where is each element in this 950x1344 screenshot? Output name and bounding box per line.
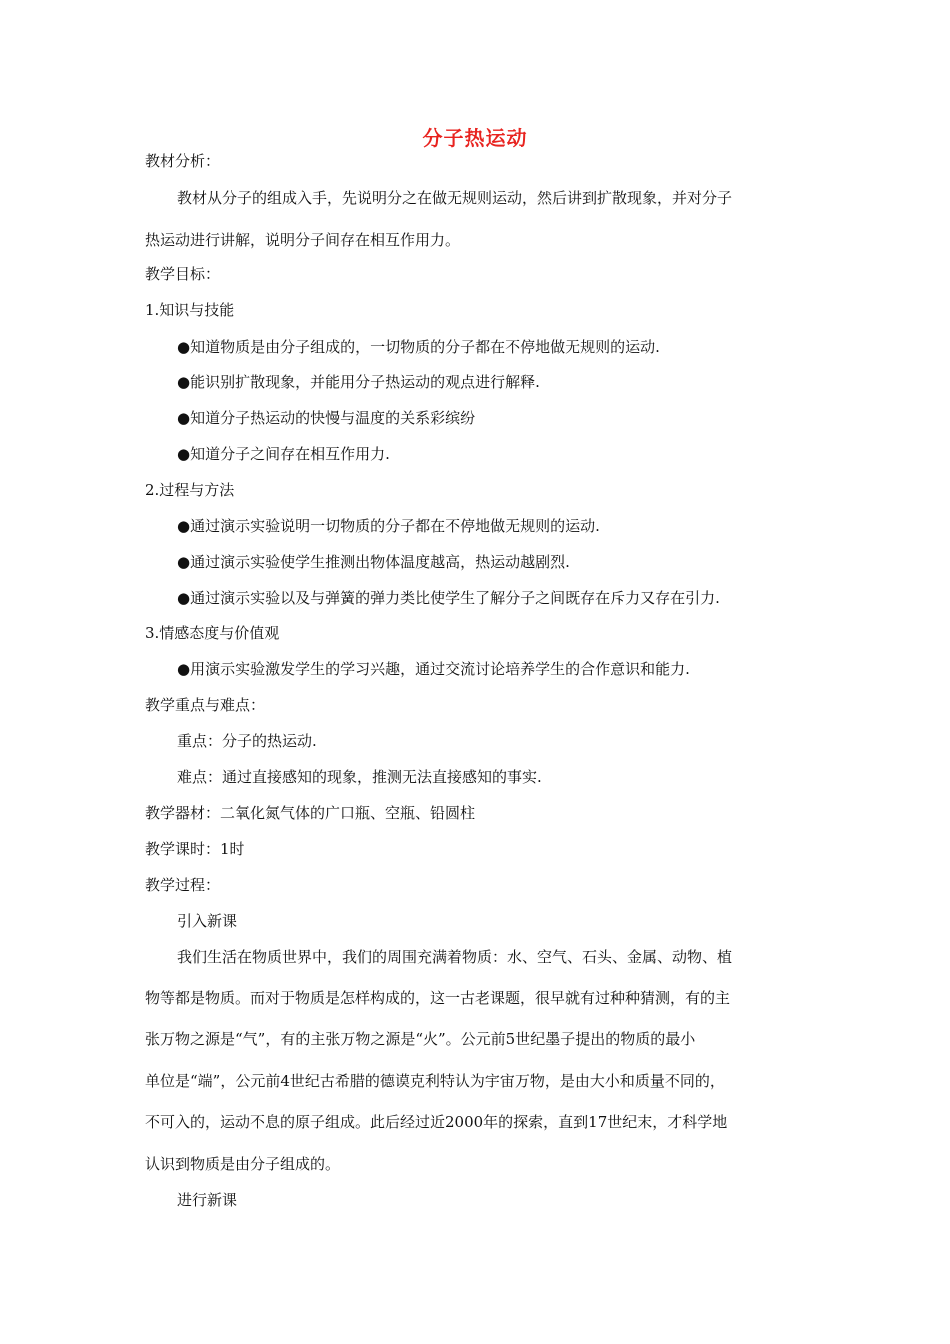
- section-heading: 教学重点与难点：: [145, 696, 266, 714]
- section-heading: 教学目标：: [145, 265, 221, 283]
- paragraph-line: 物等都是物质。而对于物质是怎样构成的，这一古老课题，很早就有过种种猜测，有的主: [145, 989, 731, 1007]
- bullet-item: ●知道物质是由分子组成的，一切物质的分子都在不停地做无规则的运动.: [177, 338, 660, 356]
- bullet-item: ●能识别扩散现象，并能用分子热运动的观点进行解释.: [177, 373, 540, 391]
- paragraph-line: 热运动进行讲解，说明分子间存在相互作用力。: [145, 231, 461, 249]
- bullet-item: ●通过演示实验使学生推测出物体温度越高，热运动越剧烈.: [177, 553, 570, 571]
- paragraph-line: 张万物之源是“气”，有的主张万物之源是“火”。公元前5世纪墨子提出的物质的最小: [145, 1030, 696, 1048]
- document-title: 分子热运动: [422, 126, 528, 150]
- section-heading: 教材分析：: [145, 152, 221, 170]
- bullet-item: ●通过演示实验以及与弹簧的弹力类比使学生了解分子之间既存在斥力又存在引力.: [177, 589, 720, 607]
- subsection-heading: 3.情感态度与价值观: [145, 624, 280, 642]
- bullet-item: ●用演示实验激发学生的学习兴趣，通过交流讨论培养学生的合作意识和能力.: [177, 660, 690, 678]
- paragraph-line: 教材从分子的组成入手，先说明分之在做无规则运动，然后讲到扩散现象，并对分子: [177, 189, 733, 207]
- section-heading: 教学过程：: [145, 876, 221, 894]
- bullet-item: ●知道分子之间存在相互作用力.: [177, 445, 390, 463]
- paragraph-line: 单位是“端”，公元前4世纪古希腊的德谟克利特认为宇宙万物，是由大小和质量不同的，: [145, 1072, 725, 1090]
- paragraph-line: 难点：通过直接感知的现象，推测无法直接感知的事实.: [177, 768, 542, 786]
- paragraph-line: 教学课时：1时: [145, 840, 245, 858]
- paragraph-line: 引入新课: [177, 912, 238, 930]
- paragraph-line: 重点：分子的热运动.: [177, 732, 317, 750]
- paragraph-line: 教学器材：二氧化氮气体的广口瓶、空瓶、铅圆柱: [145, 804, 476, 822]
- subsection-heading: 2.过程与方法: [145, 481, 235, 499]
- paragraph-line: 认识到物质是由分子组成的。: [145, 1155, 341, 1173]
- subsection-heading: 1.知识与技能: [145, 301, 235, 319]
- paragraph-line: 进行新课: [177, 1191, 238, 1209]
- paragraph-line: 我们生活在物质世界中，我们的周围充满着物质：水、空气、石头、金属、动物、植: [177, 948, 733, 966]
- bullet-item: ●通过演示实验说明一切物质的分子都在不停地做无规则的运动.: [177, 517, 600, 535]
- bullet-item: ●知道分子热运动的快慢与温度的关系彩缤纷: [177, 409, 476, 427]
- paragraph-line: 不可入的，运动不息的原子组成。此后经过近2000年的探索，直到17世纪末，才科学地: [145, 1113, 728, 1131]
